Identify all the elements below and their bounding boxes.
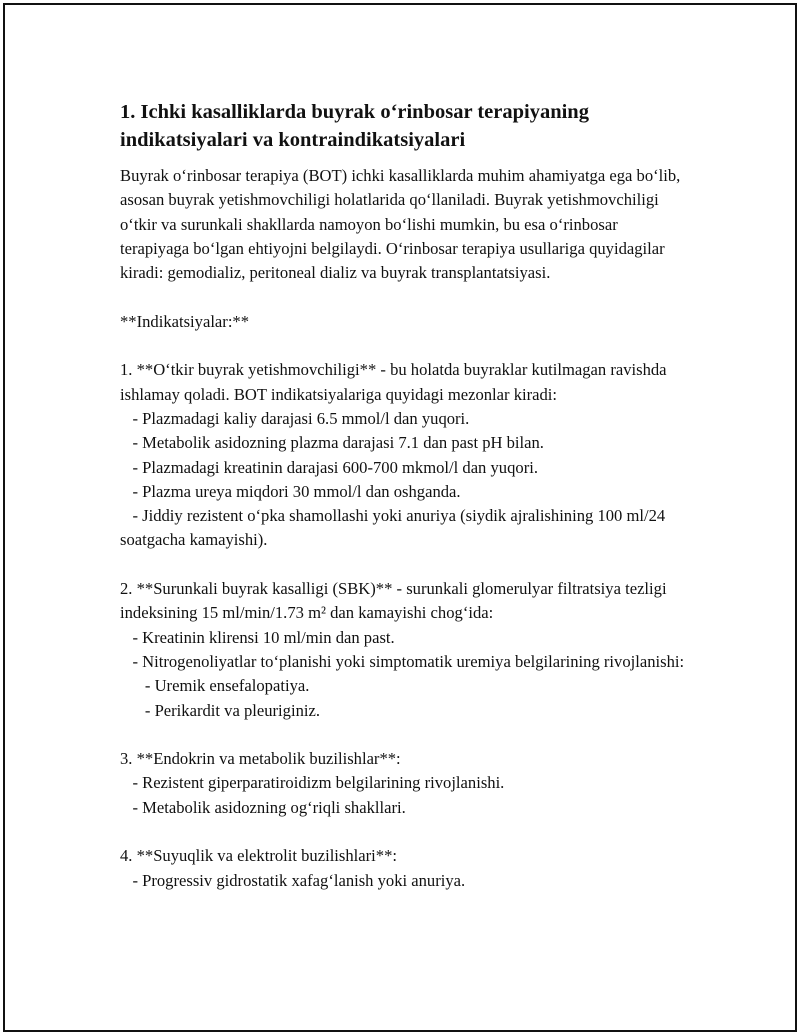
document-title: 1. Ichki kasalliklarda buyrak o‘rinbosar terapiyaning indikatsiyalari va kontraindikatsiyalari <box>120 101 589 151</box>
list-item: - Uremik ensefalopatiya. <box>120 676 310 696</box>
intro-paragraph: Buyrak o‘rinbosar terapiya (BOT) ichki kasalliklarda muhim ahamiyatga ega bo‘lib, asosan buyrak yetishmovchiligi holatlarida qo‘llaniladi. Buyrak yetishmovchiligi o‘tkir va surunkali shakllarda namoyon bo‘lishi mumkin, bu esa o‘rinbosar terapiyaga bo‘lgan ehtiyojni belgilaydi. O‘rinbosar terapiya usullariga quyidagilar kiradi: gemodializ, peritoneal dializ va buyrak transplantatsiyasi. <box>120 166 685 283</box>
list-item: - Kreatinin klirensi 10 ml/min dan past. <box>120 627 395 647</box>
section-lead: 3. **Endokrin va metabolik buzilishlar**: <box>120 749 401 769</box>
list-item: - Jiddiy rezistent o‘pka shamollashi yoki anuriya (siydik ajralishining 100 ml/24 soatgacha kamayishi). <box>120 506 670 550</box>
list-item: - Plazmadagi kreatinin darajasi 600-700 mkmol/l dan yuqori. <box>120 457 538 477</box>
list-item: - Perikardit va pleuriginiz. <box>120 700 320 720</box>
indications-list <box>120 334 690 893</box>
list-item: - Plazma ureya miqdori 30 mmol/l dan oshganda. <box>120 481 461 501</box>
section-lead: 4. **Suyuqlik va elektrolit buzilishlari**: <box>120 846 397 866</box>
indications-heading: **Indikatsiyalar:** <box>120 311 250 331</box>
section-lead: 1. **O‘tkir buyrak yetishmovchiligi** - bu holatda buyraklar kutilmagan ravishda ishlamay qoladi. BOT indikatsiyalariga quyidagi mezonlar kiradi: <box>120 360 671 404</box>
list-item: - Progressiv gidrostatik xafag‘lanish yoki anuriya. <box>120 870 466 890</box>
section-lead: 2. **Surunkali buyrak kasalligi (SBK)** - surunkali glomerulyar filtratsiya tezligi indeksining 15 ml/min/1.73 m² dan kamayishi chog‘ida: <box>120 579 671 623</box>
list-item: - Nitrogenoliyatlar to‘planishi yoki simptomatik uremiya belgilarining rivojlanishi: <box>120 651 685 671</box>
list-item: - Metabolik asidozning og‘riqli shakllari. <box>120 797 406 817</box>
document-page <box>3 3 797 1032</box>
list-item: - Metabolik asidozning plazma darajasi 7.1 dan past pH bilan. <box>120 433 544 453</box>
list-item: - Plazmadagi kaliy darajasi 6.5 mmol/l dan yuqori. <box>120 408 470 428</box>
list-item: - Rezistent giperparatiroidizm belgilarining rivojlanishi. <box>120 773 505 793</box>
document-content <box>120 98 690 893</box>
